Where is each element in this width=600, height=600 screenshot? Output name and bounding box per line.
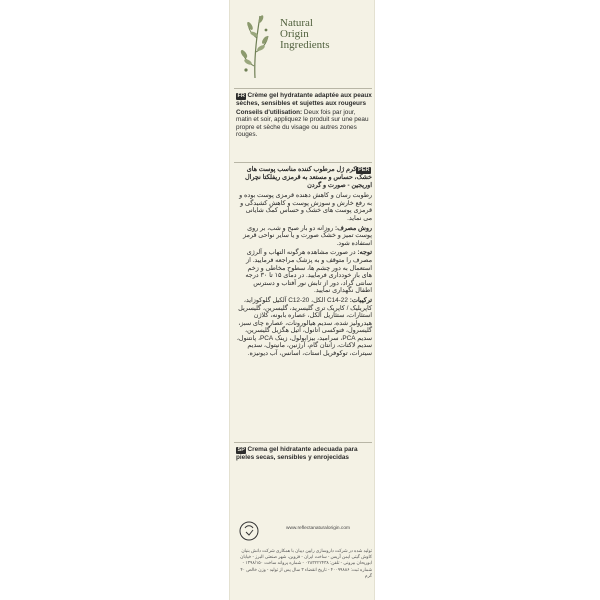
- french-section: [236, 92, 372, 139]
- olive-branch-icon: [236, 10, 274, 80]
- brand-logo: [230, 4, 375, 80]
- certification-mark-icon: [238, 520, 260, 542]
- persian-usage-label: روش مصرف:: [335, 224, 372, 232]
- persian-description: رطوبت رسان و کاهش دهنده قرمزی پوست بوده و به رفع خارش و سوزش پوست و کاهش کشیدگی و قرمزی پوست های خشک و حساس کمک شایانی می نماید.: [239, 192, 372, 222]
- divider: [234, 162, 372, 163]
- brand-name: Natural Origin Ingredients: [280, 17, 330, 51]
- divider: [234, 88, 372, 89]
- language-tag-per: PER: [357, 167, 370, 173]
- manufacturer-info: تولید شده در شرکت داروسازی رایین دیبان با همکاری شرکت دانش بنیان کاوش گیتی ایمن آریس - ساخت ایران - قزوین، شهر صنعتی البرز - خیابان ابوریحان بیرونی - تلفن: ۰۲۸۳۲۲۲۴۳۸ - شماره پروانه ساخت ۱۳۹۸/۱۵۰ - شماره ثبت: ۴۰۰۹۹۸۸۶ - تاریخ انقضاء ۳ سال پس از تولید - وزن خالص ۴۰ گرم: [240, 548, 372, 578]
- persian-section: [236, 166, 372, 358]
- language-tag-fr: FR: [237, 93, 245, 99]
- spanish-section: [236, 446, 372, 462]
- divider: [234, 442, 372, 443]
- persian-ingredients-label: ترکیبات:: [349, 296, 372, 304]
- french-usage-text: Deux fois par jour, matin et soir, appliquez le produit sur une peau propre et sèche du visage ou autres zones rouges.: [236, 108, 369, 139]
- language-tag-sp: SP: [237, 447, 245, 453]
- spanish-title: Crema gel hidratante adecuada para pieles secas, sensibles y enrojecidas: [236, 446, 358, 461]
- persian-ingredients-text: C14-22 الکل، C12-20 آلکیل گلوکوزاید، کاپریلیک / کاپریک تری گلیسرید، گلیسرین، گلیسریل استئارات، ستئاریل الکل، عصاره بابونه، کلاژن هیدرولیز شده، سدیم هیالورونات، عصاره چای سبز، گلیسرول، فنوکسی اتانول، اتیل هگزیل گلیسرین، سدیم PCA، سرامید، بیزابولول، زینک PCA، پانتنول، سدیم لاکتات، زانتان گام، آرژنین، مانیتول، سدیم سیترات، توکوفریل استات، اسانس، آب دیونیزه.: [236, 296, 372, 358]
- french-usage-label: Conseils d'utilisation:: [236, 108, 303, 116]
- website-url: www.reflectanaturalorigin.com: [286, 526, 350, 531]
- product-box-side-panel: [229, 0, 375, 600]
- persian-warning-text: در صورت مشاهده هرگونه التهاب و آلرژی مصرف را متوقف و به پزشک مراجعه فرمایید. از استعمال به دور چشم ها، سطوح مخاطی و زخم های باز خودداری فرمایید. در دمای ۱۵ تا ۳۰ درجه سانتی گراد، دور از تابش نور آفتاب و دسترس اطفال نگهداری نمایید.: [245, 249, 372, 295]
- persian-usage-text: روزانه دو بار صبح و شب، بر روی پوست تمیز و خشک صورت و یا سایر نواحی قرمز استفاده شود.: [243, 224, 372, 247]
- french-title: Crème gel hydratante adaptée aux peaux sèches, sensibles et sujettes aux rougeurs: [236, 92, 372, 107]
- persian-title: کرم ژل مرطوب کننده مناسب پوست های خشک، حساس و مستعد به قرمزی ریفلکتا نچرال اوریجین - صورت و گردن: [244, 166, 372, 189]
- persian-warning-label: توجه:: [357, 249, 372, 257]
